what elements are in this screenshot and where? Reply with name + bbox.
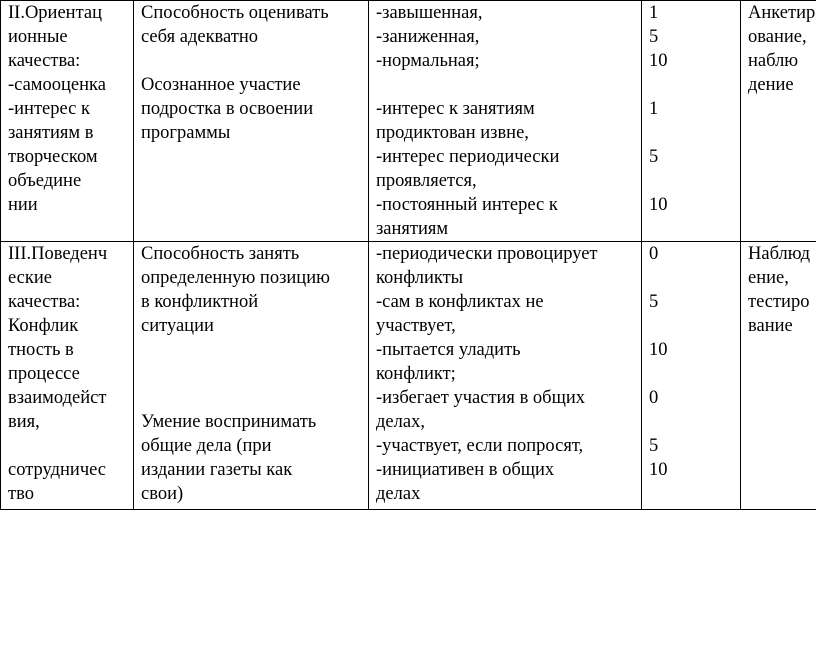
category-cell	[1, 1, 134, 242]
text-line: качества:	[8, 292, 81, 312]
text-line: программы	[141, 123, 231, 143]
text-line: -заниженная,	[376, 27, 480, 47]
text-line: ионные	[8, 27, 68, 47]
text-line: процессе	[8, 364, 80, 384]
text-line: -участвует, если попросят,	[376, 436, 584, 456]
text-line: -завышенная,	[376, 3, 483, 23]
text-line: 1	[649, 99, 659, 119]
blank-line	[649, 121, 736, 145]
text-line: Способность оценивать	[141, 3, 329, 23]
blank-line	[141, 362, 364, 386]
text-line: III.Поведенч	[8, 244, 108, 264]
text-line: качества:	[8, 51, 81, 71]
text-line: 5	[649, 27, 659, 47]
text-line: -избегает участия в общих	[376, 388, 585, 408]
text-line: объедине	[8, 171, 82, 191]
text-line: -пытается уладить	[376, 340, 521, 360]
indicators-cell	[369, 242, 642, 510]
category-cell	[1, 242, 134, 510]
text-line: -интерес к	[8, 99, 91, 119]
text-line: 10	[649, 340, 668, 360]
blank-line	[649, 314, 736, 338]
methods-cell	[741, 1, 816, 242]
text-line: 5	[649, 147, 659, 167]
text-line: Умение воспринимать	[141, 412, 317, 432]
table-row	[1, 1, 816, 242]
text-line: проявляется,	[376, 171, 477, 191]
text-line: вия,	[8, 412, 40, 432]
text-line: издании газеты как	[141, 460, 293, 480]
text-line: тестиро	[748, 292, 810, 312]
text-line: 10	[649, 51, 668, 71]
text-line: -интерес к занятиям	[376, 99, 535, 119]
methods-cell	[741, 242, 816, 510]
scores-cell	[642, 1, 741, 242]
text-line: определенную позицию	[141, 268, 330, 288]
text-line: -периодически провоцирует	[376, 244, 598, 264]
text-line: 1	[649, 3, 659, 23]
text-line: взаимодейст	[8, 388, 107, 408]
text-line: делах	[376, 484, 421, 504]
text-line: конфликт;	[376, 364, 456, 384]
text-line: -самооценка	[8, 75, 106, 95]
criterion-cell	[134, 242, 369, 510]
text-line: -нормальная;	[376, 51, 480, 71]
text-line: 10	[649, 195, 668, 215]
text-line: ование,	[748, 27, 807, 47]
text-line: Конфлик	[8, 316, 79, 336]
text-line: 0	[649, 388, 659, 408]
text-line: 5	[649, 436, 659, 456]
text-line: Осознанное участие	[141, 75, 301, 95]
blank-line	[141, 49, 364, 73]
text-line: нии	[8, 195, 38, 215]
text-line: 10	[649, 460, 668, 480]
text-line: занятиям	[376, 219, 449, 239]
table-row	[1, 242, 816, 510]
text-line: Способность занять	[141, 244, 300, 264]
text-line: сотрудничес	[8, 460, 107, 480]
text-line: вание	[748, 316, 793, 336]
text-line: творческом	[8, 147, 98, 167]
text-line: себя адекватно	[141, 27, 259, 47]
blank-line	[141, 386, 364, 410]
text-line: продиктован извне,	[376, 123, 529, 143]
text-line: ение,	[748, 268, 789, 288]
text-line: -инициативен в общих	[376, 460, 555, 480]
text-line: -сам в конфликтах не	[376, 292, 544, 312]
text-line: ситуации	[141, 316, 214, 336]
text-line: делах,	[376, 412, 425, 432]
text-line: тво	[8, 484, 34, 504]
text-line: еские	[8, 268, 52, 288]
text-line: -постоянный интерес к	[376, 195, 558, 215]
blank-line	[649, 410, 736, 434]
text-line: тность в	[8, 340, 74, 360]
blank-line	[376, 73, 637, 97]
text-line: -интерес периодически	[376, 147, 560, 167]
blank-line	[649, 169, 736, 193]
text-line: Анкетир	[748, 3, 816, 23]
blank-line	[649, 362, 736, 386]
text-line: участвует,	[376, 316, 456, 336]
text-line: дение	[748, 75, 794, 95]
text-line: Наблюд	[748, 244, 811, 264]
criterion-cell	[134, 1, 369, 242]
text-line: в конфликтной	[141, 292, 259, 312]
blank-line	[649, 73, 736, 97]
text-line: подростка в освоении	[141, 99, 314, 119]
blank-line	[8, 434, 129, 458]
text-line: 0	[649, 244, 659, 264]
text-line: занятиям в	[8, 123, 94, 143]
text-line: свои)	[141, 484, 184, 504]
text-line: наблю	[748, 51, 799, 71]
text-line: конфликты	[376, 268, 464, 288]
scores-cell	[642, 242, 741, 510]
text-line: 5	[649, 292, 659, 312]
text-line: II.Ориентац	[8, 3, 102, 23]
blank-line	[649, 266, 736, 290]
text-line: общие дела (при	[141, 436, 272, 456]
indicators-cell	[369, 1, 642, 242]
blank-line	[141, 338, 364, 362]
